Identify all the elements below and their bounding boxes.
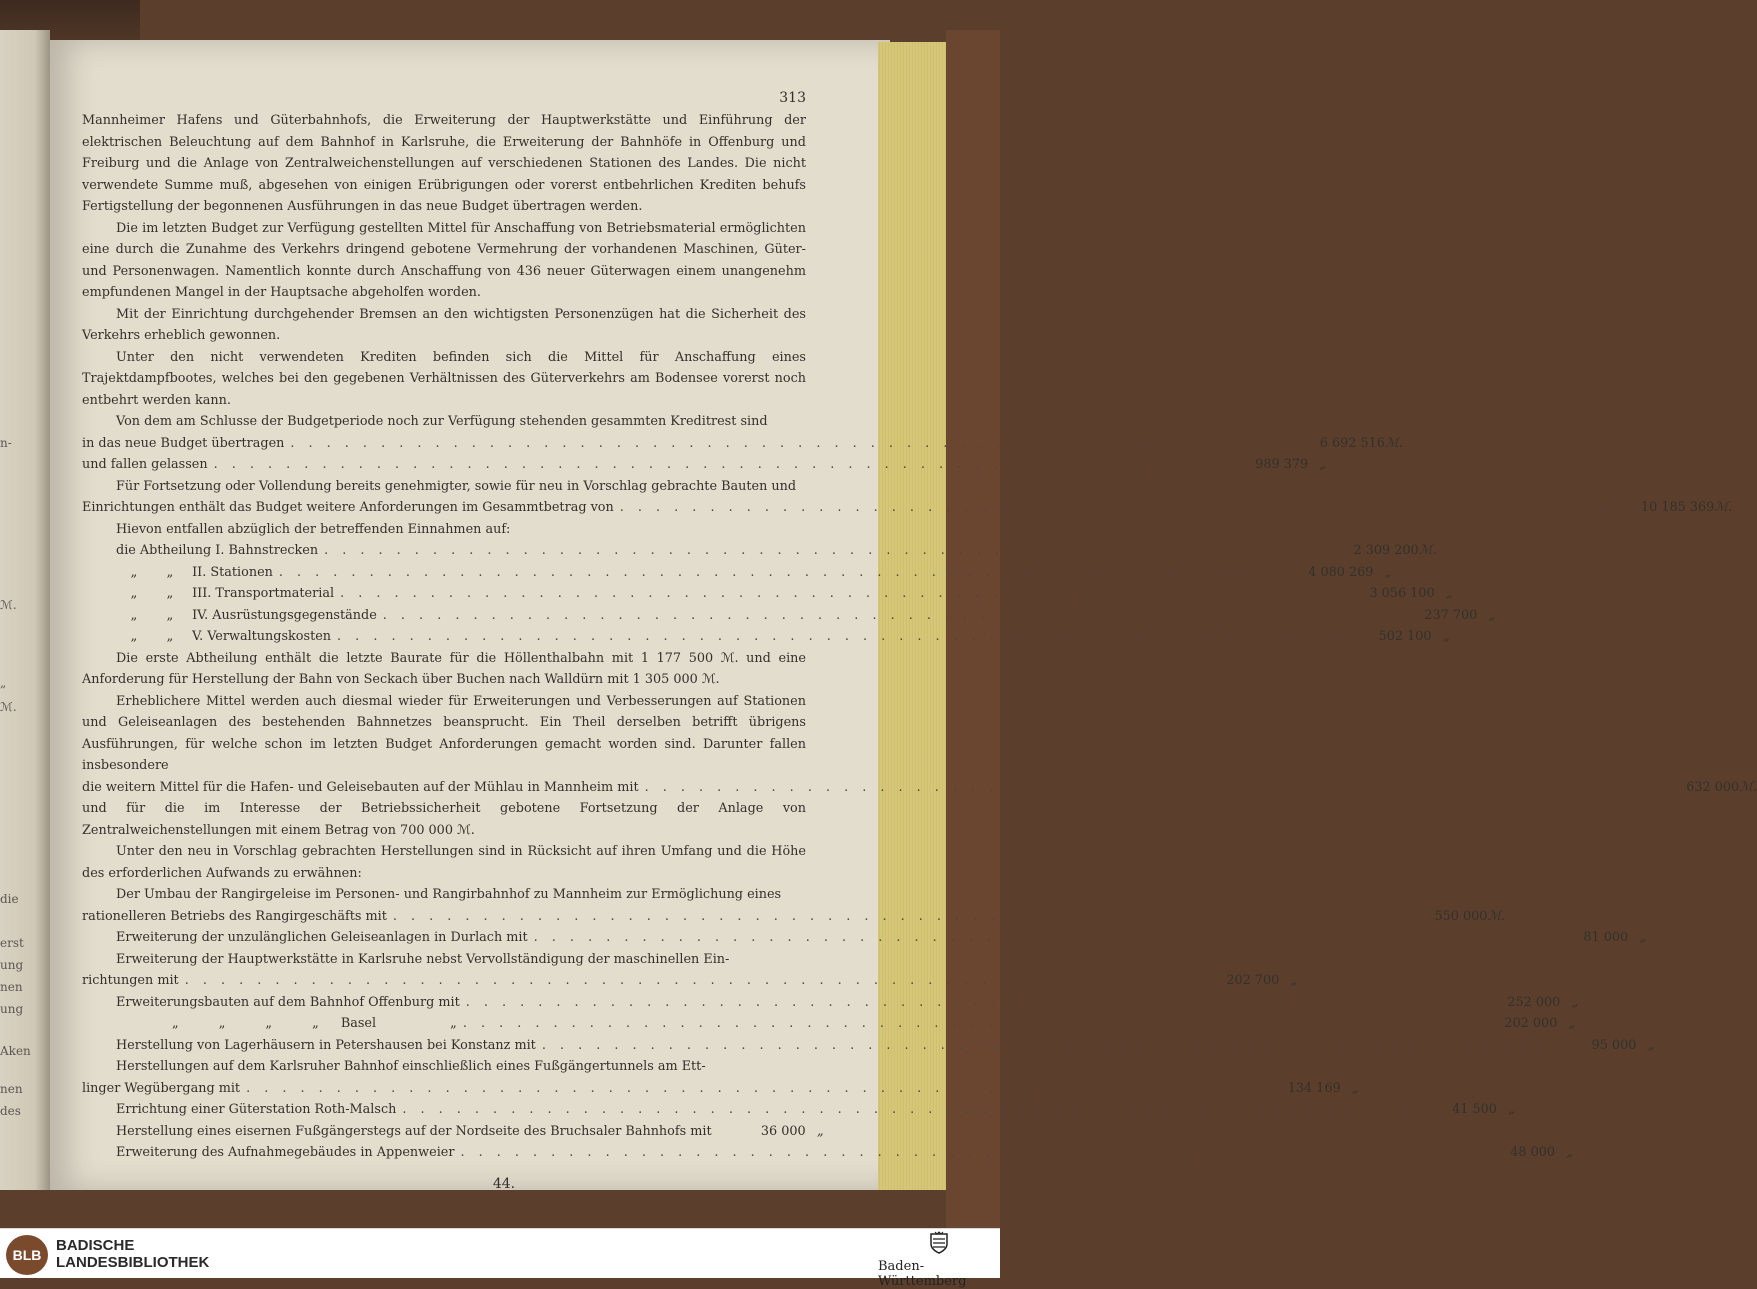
leader-dots: . . . . . . . . . . . . . . . . . . . . . . . . . . . . . . . . . . . . . . . . . . . . . . . . . . . . . . . . bbox=[460, 1145, 1468, 1160]
signature-mark: 44. bbox=[492, 1175, 516, 1192]
amount-row: rationelleren Betriebs des Rangirgeschäfts mit . . . . . . . . . . . . . . . . . . . . . . . . . . . . . . . . . . . . . . . . . . . . . . . . . . . . . . . . 550 000 ℳ. bbox=[82, 906, 806, 928]
amount-row: linger Wegübergang mit . . . . . . . . . . . . . . . . . . . . . . . . . . . . . . . . . . . . . . . . . . . . . . . . . . . . . . . . 134 169 „ bbox=[82, 1078, 806, 1100]
paragraph: Die erste Abtheilung enthält die letzte Baurate für die Höllenthalbahn mit 1 177 500 ℳ. und eine Anforderung für Herstellung der Bahn von Seckach über Buchen nach Walldürn mit 1 305 000 ℳ. bbox=[82, 650, 806, 687]
library-footer-bar bbox=[0, 1228, 1000, 1289]
leader-dots: . . . . . . . . . . . . . . . . . . . . . . . . . . . . . . . . . . . . . . . . . . . . . . . . . . . . . . . . bbox=[213, 457, 1221, 472]
blb-logo: BLB bbox=[6, 1235, 48, 1275]
leader-dots: . . . . . . . . . . . . . . . . . . . . . . . . . . . . . . . . . . . . . . . . . . . . . . . . . . . . . . . . bbox=[246, 1080, 1253, 1096]
abteilung-row: die Abtheilung I. Bahnstrecken . . . . . . . . . . . . . . . . . . . . . . . . . . . . . . . . . . . . . . . . . . . . . . . . . . . . . . . . 2 309 200 ℳ. bbox=[82, 540, 806, 562]
leader-dots: . . . . . . . . . . . . . . . . . . . . . . . . . . . . . . . . . . . . . . . . . . . . . . . . . . . . . . . . bbox=[541, 1037, 1549, 1053]
margin-fragment: n- bbox=[0, 436, 12, 450]
left-page-edge bbox=[0, 30, 50, 1190]
amount-row: Erweiterung des Aufnahmegebäudes in Appenweier . . . . . . . . . . . . . . . . . . . . . . . . . . . . . . . . . . . . . . . . . . . . . . . . . . . . . . . . 48 000 „ bbox=[82, 1142, 806, 1164]
leader-dots: . . . . . . . . . . . . . . . . . . . . . . . . . . . . . . . . . . . . . . . . . . . . . . . . . . . . . . . . bbox=[324, 543, 1331, 558]
total-row: Einrichtungen enthält das Budget weitere Anforderungen im Gesammtbetrag von . . . . . . . . . . . . . . . . . . . . . . . . . . . . . . . . . . . . . . . . . . . . . . . . . . . . . . . . 10 185 369 ℳ. bbox=[82, 497, 806, 519]
library-name: BADISCHE LANDESBIBLIOTHEK bbox=[56, 1237, 210, 1271]
paragraph: Erheblichere Mittel werden auch diesmal wieder für Erweiterungen und Verbesserungen auf Stationen und Geleiseanlagen des bestehenden Bahnnetzes beansprucht. Ein Theil derselben betrifft übrigens Ausführungen, für welche schon im letzten Budget Anforderungen gemacht worden sind. Darunter fallen insbesondere bbox=[82, 693, 806, 773]
margin-fragment: nen bbox=[0, 1082, 23, 1096]
amount-row: „ „ „ „ Basel „ . . . . . . . . . . . . . . . . . . . . . . . . . . . . . . . . . . . . . . . . . . . . . . . . . . . . . . . . 202 000 „ bbox=[82, 1013, 806, 1035]
credit-row: und fallen gelassen . . . . . . . . . . . . . . . . . . . . . . . . . . . . . . . . . . . . . . . . . . . . . . . . . . . . . . . . 989 379 „ bbox=[82, 454, 806, 476]
leader-dots: . . . . . . . . . . . . . . . . . . . . . . . . . . . . . . . . . . . . . . . . . . . . . . . . . . . . . . . . bbox=[382, 607, 1390, 623]
credit-row: in das neue Budget übertragen . . . . . . . . . . . . . . . . . . . . . . . . . . . . . . . . . . . . . . . . . . . . . . . . . . . . . . . . 6 692 516 ℳ. bbox=[82, 433, 806, 455]
margin-fragment: ung bbox=[0, 958, 24, 972]
state-label: Baden-Württemberg bbox=[878, 1259, 967, 1289]
leader-dots: . . . . . . . . . . . . . . . . . . . . . . . . . . . . . . . . . . . . . . . . . . . . . . . . . . . . . . . . bbox=[619, 500, 1627, 515]
paragraph: und für die im Interesse der Betriebssicherheit gebotene Fortsetzung der Anlage von Zentralweichenstellungen mit einem Betrag von 700 000 ℳ. bbox=[82, 801, 806, 838]
abteilung-row: „ „ IV. Ausrüstungsgegenstände . . . . . . . . . . . . . . . . . . . . . . . . . . . . . . . . . . . . . . . . . . . . . . . . . . . . . . . . 237 700 „ bbox=[82, 605, 806, 627]
amount-row: Erweiterung der unzulänglichen Geleiseanlagen in Durlach mit . . . . . . . . . . . . . . . . . . . . . . . . . . . . . . . . . . . . . . . . . . . . . . . . . . . . . . . . 81 000 „ bbox=[82, 927, 806, 949]
leader-dots: . . . . . . . . . . . . . . . . . . . . . . . . . . . . . . . . . . . . . . . . . . . . . . . . . . . . . . . . bbox=[340, 586, 1347, 601]
paragraph: Der Umbau der Rangirgeleise im Personen- und Rangirbahnhof zu Mannheim zur Ermöglichung eines bbox=[116, 887, 782, 902]
leader-dots: . . . . . . . . . . . . . . . . . . . . . . . . . . . . . . . . . . . . . . . . . . . . . . . . . . . . . . . . bbox=[533, 930, 1541, 945]
page-number: 313 bbox=[779, 90, 806, 106]
margin-fragment: Aken bbox=[0, 1044, 31, 1058]
leader-dots: . . . . . . . . . . . . . . . . . . . . . . . . . . . . . . . . . . . . . . . . . . . . . . . . . . . . . . . . bbox=[337, 629, 1344, 644]
paragraph: Mannheimer Hafens und Güterbahnhofs, die Erweiterung der Hauptwerkstätte und Einführung der elektrischen Beleuchtung auf dem Bahnhof in Karlsruhe, die Erweiterung der Bahnhöfe in Offenburg und Freiburg und die Anlage von Zentralweichenstellungen auf verschiedenen Stationen des Landes. Die nicht verwendete Summe muß, abgesehen von einigen Erübrigungen oder vorerst entbehrlichen Krediten behufs Fertigstellung der begonnenen Ausführungen in das neue Budget übertragen werden. bbox=[82, 113, 806, 214]
amount-row: richtungen mit . . . . . . . . . . . . . . . . . . . . . . . . . . . . . . . . . . . . . . . . . . . . . . . . . . . . . . . . 202 700 „ bbox=[82, 970, 806, 992]
paragraph: Unter den neu in Vorschlag gebrachten Herstellungen sind in Rücksicht auf ihren Umfang und die Höhe des erforderlichen Aufwands zu erwähnen: bbox=[82, 844, 806, 881]
paragraph: Von dem am Schlusse der Budgetperiode noch zur Verfügung stehenden gesammten Kreditrest sind bbox=[116, 414, 768, 429]
leader-dots: . . . . . . . . . . . . . . . . . . . . . . . . . . . . . . . . . . . . . . . . . . . . . . . . . . . . . . . . bbox=[465, 994, 1473, 1010]
leader-dots: . . . . . . . . . . . . . . . . . . . . . . . . . . . . . . . . . . . . . . . . . . . . . . . . . . . . . . . . bbox=[290, 435, 1297, 451]
coat-of-arms-icon bbox=[928, 1231, 950, 1255]
amount-row: die weitern Mittel für die Hafen- und Geleisebauten auf der Mühlau in Mannheim mit . . . . . . . . . . . . . . . . . . . . . . . . . . . . . . . . . . . . . . . . . . . . . . . . . . . . . . . . 632 000 ℳ. bbox=[82, 777, 806, 799]
margin-fragment: erst bbox=[0, 936, 24, 950]
amount-row: Herstellung eines eisernen Fußgängerstegs auf der Nordseite des Bruchsaler Bahnhofs mit 36 000 „ bbox=[116, 1123, 824, 1139]
margin-fragment: nen bbox=[0, 980, 23, 994]
margin-fragment: ℳ. bbox=[0, 700, 17, 714]
amount-row: Errichtung einer Güterstation Roth-Malsch . . . . . . . . . . . . . . . . . . . . . . . . . . . . . . . . . . . . . . . . . . . . . . . . . . . . . . . . 41 500 „ bbox=[82, 1099, 806, 1121]
margin-fragment: „ bbox=[0, 676, 7, 690]
abteilung-row: „ „ III. Transportmaterial . . . . . . . . . . . . . . . . . . . . . . . . . . . . . . . . . . . . . . . . . . . . . . . . . . . . . . . . 3 056 100 „ bbox=[82, 583, 806, 605]
paragraph: Für Fortsetzung oder Vollendung bereits genehmigter, sowie für neu in Vorschlag gebrachte Bauten und bbox=[116, 478, 797, 494]
margin-fragment: des bbox=[0, 1104, 21, 1118]
leader-dots: . . . . . . . . . . . . . . . . . . . . . . . . . . . . . . . . . . . . . . . . . . . . . . . . . . . . . . . . bbox=[402, 1102, 1409, 1117]
amount-row: Erweiterungsbauten auf dem Bahnhof Offenburg mit . . . . . . . . . . . . . . . . . . . . . . . . . . . . . . . . . . . . . . . . . . . . . . . . . . . . . . . . 252 000 „ bbox=[82, 992, 806, 1014]
leader-dots: . . . . . . . . . . . . . . . . . . . . . . . . . . . . . . . . . . . . . . . . . . . . . . . . . . . . . . . . bbox=[184, 973, 1192, 988]
margin-fragment: ℳ. bbox=[0, 598, 17, 612]
paragraph: Erweiterung der Hauptwerkstätte in Karlsruhe nebst Vervollständigung der maschinellen Ein- bbox=[116, 951, 730, 967]
margin-fragment: ung bbox=[0, 1002, 24, 1016]
paragraph: Herstellungen auf dem Karlsruher Bahnhof einschließlich eines Fußgängertunnels am Ett- bbox=[116, 1059, 706, 1074]
paragraph: Hievon entfallen abzüglich der betreffenden Einnahmen auf: bbox=[116, 521, 511, 537]
margin-fragment: die bbox=[0, 892, 19, 906]
paragraph: Unter den nicht verwendeten Krediten befinden sich die Mittel für Anschaffung eines Trajektdampfbootes, welches bei den gegebenen Verhältnissen des Güterverkehrs am Bodensee vorerst noch entbehrt werden kann. bbox=[82, 349, 806, 408]
leader-dots: . . . . . . . . . . . . . . . . . . . . . . . . . . . . . . . . . . . . . . . . . . . . . . . . . . . . . . . . bbox=[462, 1016, 1470, 1031]
amount-row: Herstellung von Lagerhäusern in Petershausen bei Konstanz mit . . . . . . . . . . . . . . . . . . . . . . . . . . . . . . . . . . . . . . . . . . . . . . . . . . . . . . . . 95 000 „ bbox=[82, 1035, 806, 1057]
leader-dots: . . . . . . . . . . . . . . . . . . . . . . . . . . . . . . . . . . . . . . . . . . . . . . . . . . . . . . . . bbox=[278, 564, 1286, 580]
leader-dots: . . . . . . . . . . . . . . . . . . . . . . . . . . . . . . . . . . . . . . . . . . . . . . . . . . . . . . . . bbox=[644, 779, 1652, 795]
abteilung-row: „ „ V. Verwaltungskosten . . . . . . . . . . . . . . . . . . . . . . . . . . . . . . . . . . . . . . . . . . . . . . . . . . . . . . . . 502 100 „ bbox=[82, 626, 806, 648]
abteilung-row: „ „ II. Stationen . . . . . . . . . . . . . . . . . . . . . . . . . . . . . . . . . . . . . . . . . . . . . . . . . . . . . . . . 4 080 269 „ bbox=[82, 562, 806, 584]
paragraph: Mit der Einrichtung durchgehender Bremsen an den wichtigsten Personenzügen hat die Sicherheit des Verkehrs erheblich gewonnen. bbox=[82, 306, 806, 343]
page-text bbox=[82, 90, 1757, 1195]
leader-dots: . . . . . . . . . . . . . . . . . . . . . . . . . . . . . . . . . . . . . . . . . . . . . . . . . . . . . . . . bbox=[392, 908, 1400, 924]
paragraph: Die im letzten Budget zur Verfügung gestellten Mittel für Anschaffung von Betriebsmaterial ermöglichten eine durch die Zunahme des Verkehrs dringend gebotene Vermehrung der vorhandenen Maschinen, Güter- und Personenwagen. Namentlich konnte durch Anschaffung von 436 neuer Güterwagen einem unangenehm empfundenen Mangel in der Hauptsache abgeholfen worden. bbox=[82, 220, 806, 300]
